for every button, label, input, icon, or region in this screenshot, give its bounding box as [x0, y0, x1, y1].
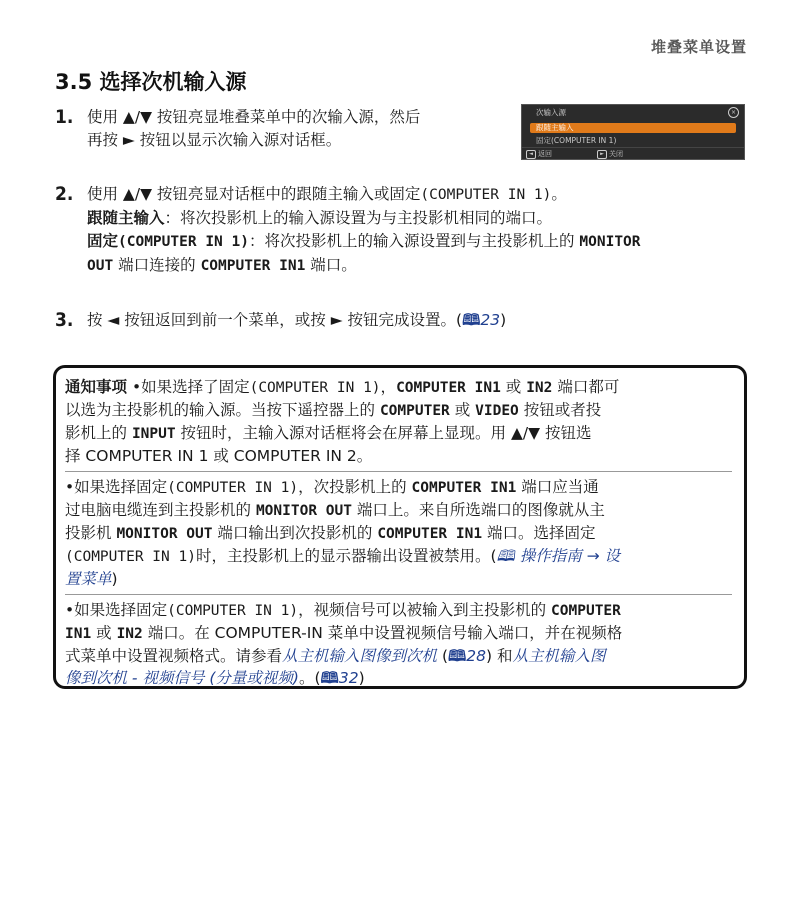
notice-text: 端口应当通: [516, 478, 599, 496]
step-1: [55, 106, 515, 152]
notice-text: 按钮时，主输入源对话框将会在屏幕上显现。用 ▲/▼ 按钮选: [175, 424, 592, 442]
step-text: 端口。: [305, 256, 357, 274]
dialog-option-selected: 跟随主输入: [530, 123, 736, 133]
step-number: 2.: [55, 183, 74, 205]
book-icon: 🕮: [462, 311, 481, 329]
book-icon: 🕮: [448, 647, 467, 665]
notice-text: 或: [91, 624, 117, 642]
section-header: 堆叠菜单设置: [650, 38, 747, 56]
step-text: ): [500, 311, 507, 329]
section-reference-link[interactable]: 像到次机 - 视频信号 (分量或视频): [65, 669, 299, 687]
dialog-title: 次输入源: [536, 108, 566, 117]
step-3: [55, 309, 755, 332]
manual-reference-link[interactable]: 置菜单: [65, 570, 112, 588]
port-name: MONITOR: [579, 234, 641, 250]
notice-text: 过电脑电缆连到主投影机的: [65, 501, 256, 519]
notice-text: 端口输出到次投影机的: [212, 524, 378, 542]
step-text: ：将次投影机上的输入源设置到与主投影机上的: [248, 232, 580, 250]
page-reference-link[interactable]: 28: [466, 647, 487, 665]
section-reference-link[interactable]: 从主机输入图像到次机: [282, 647, 438, 665]
notice-text: 投影机: [65, 524, 117, 542]
divider: [65, 594, 732, 595]
notice-text: •如果选择了固定: [127, 378, 250, 396]
step-number: 1.: [55, 106, 74, 128]
divider: [65, 471, 732, 472]
notice-text: ) 和: [486, 647, 513, 665]
port-name: COMPUTER IN1: [396, 380, 501, 396]
notice-text: 或: [449, 401, 476, 419]
notice-text: 。(: [298, 669, 321, 687]
page-title: 3.5 选择次机输入源: [55, 70, 247, 94]
port-name: OUT: [87, 258, 114, 274]
notice-label: 通知事项: [65, 378, 128, 396]
notice-text: •如果选择固定: [65, 601, 168, 619]
step-text: ：将次投影机上的输入源设置为与主投影机相同的端口。: [164, 209, 553, 227]
port-name: IN2: [116, 626, 143, 642]
step-text: 使用 ▲/▼ 按钮亮显堆叠菜单中的次输入源，然后: [87, 108, 421, 126]
manual-reference-link[interactable]: 🕮 操作指南 → 设: [496, 547, 621, 565]
option-label: 固定: [87, 232, 119, 250]
notice-text: ，次投影机上的: [298, 478, 412, 496]
step-text: 使用 ▲/▼ 按钮亮显对话框中的跟随主输入或固定: [87, 185, 421, 203]
port-name: IN2: [526, 380, 553, 396]
notice-text: ，视频信号可以被输入到主投影机的: [298, 601, 552, 619]
step-number: 3.: [55, 309, 74, 331]
notice-text: 端口。选择固定: [482, 524, 596, 542]
notice-text: 端口都可: [552, 378, 620, 396]
dialog-footer: [522, 147, 744, 159]
notice-text: (COMPUTER IN 1): [249, 380, 381, 396]
section-reference-link[interactable]: 从主机输入图: [512, 647, 606, 665]
dialog-option: 固定(COMPUTER IN 1): [536, 136, 617, 145]
notice-text: •如果选择固定: [65, 478, 168, 496]
footer-label: 关闭: [609, 150, 623, 158]
step-text: 。: [551, 185, 567, 203]
port-name: MONITOR OUT: [116, 526, 213, 542]
option-label: (COMPUTER IN 1): [118, 234, 249, 250]
button-name: VIDEO: [475, 403, 519, 419]
port-name: IN1: [65, 626, 92, 642]
notice-text: (: [437, 647, 449, 665]
step-text: (COMPUTER IN 1): [420, 187, 552, 203]
notice-text: 式菜单中设置视频格式。请参看: [65, 647, 283, 665]
port-name: COMPUTER IN1: [377, 526, 483, 542]
button-name: COMPUTER: [379, 403, 450, 419]
step-2: [55, 183, 755, 278]
button-name: INPUT: [131, 426, 176, 442]
notice-text: 影机上的: [65, 424, 132, 442]
notice-text: (COMPUTER IN 1): [167, 480, 299, 496]
notice-text: 时，主投影机上的显示器输出设置被禁用。(: [195, 547, 497, 565]
notice-text: 端口上。来自所选端口的图像就从主: [351, 501, 605, 519]
port-name: COMPUTER IN1: [200, 258, 306, 274]
notice-text: 以选为主投影机的输入源。当按下遥控器上的: [65, 401, 380, 419]
page-reference-link[interactable]: 23: [480, 311, 501, 329]
footer-label: 返回: [538, 150, 552, 158]
port-name: COMPUTER IN1: [411, 480, 517, 496]
notice-text: 择 COMPUTER IN 1 或 COMPUTER IN 2。: [65, 447, 373, 465]
notice-text: 端口。在 COMPUTER-IN 菜单中设置视频信号输入端口，并在视频格: [142, 624, 623, 642]
page-reference-link[interactable]: 32: [338, 669, 359, 687]
notice-text: (COMPUTER IN 1): [167, 603, 299, 619]
option-label: 跟随主输入: [87, 209, 165, 227]
close-icon: ×: [728, 107, 739, 118]
notice-text: (COMPUTER IN 1): [65, 549, 196, 565]
notice-text: 按钮或者投: [518, 401, 602, 419]
book-icon: 🕮: [320, 669, 339, 687]
notice-box: [53, 365, 747, 689]
port-name: COMPUTER: [551, 603, 621, 619]
step-text: 按 ◄ 按钮返回到前一个菜单，或按 ► 按钮完成设置。(: [87, 311, 463, 329]
notice-text: 或: [500, 378, 527, 396]
left-arrow-icon: ◄: [526, 150, 536, 159]
notice-text: ，: [380, 378, 397, 396]
port-name: MONITOR OUT: [255, 503, 352, 519]
step-text: 再按 ► 按钮以显示次输入源对话框。: [87, 131, 342, 149]
right-arrow-icon: ►: [597, 150, 607, 159]
notice-text: ): [358, 669, 365, 687]
secondary-input-dialog-screenshot: [521, 104, 745, 160]
notice-text: ): [111, 570, 118, 588]
step-text: 端口连接的: [113, 256, 201, 274]
